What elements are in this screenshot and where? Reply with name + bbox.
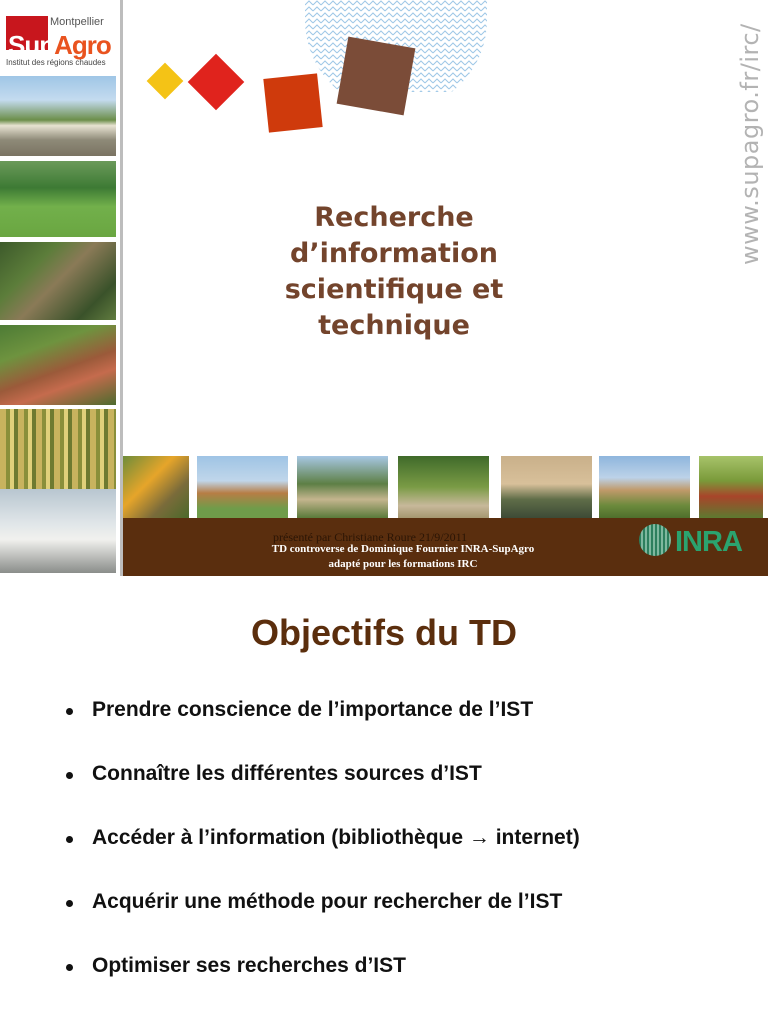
- list-item-text: Optimiser ses recherches d’IST: [92, 954, 406, 977]
- logo-montpellier-label: Montpellier: [50, 16, 104, 28]
- list-item-text: Prendre conscience de l’importance de l’IST: [92, 698, 534, 721]
- list-item: [0, 826, 768, 890]
- field-workers-photo: [0, 325, 116, 405]
- logo-brand: [8, 30, 111, 61]
- bullet-icon: [66, 772, 73, 779]
- td-line: TD controverse de Dominique Fournier INRA-SupAgro: [271, 543, 535, 555]
- slide-title: Recherche d’information scientifique et technique: [284, 202, 504, 341]
- bullet-icon: [66, 836, 73, 843]
- bullet-icon: [66, 900, 73, 907]
- list-item: [0, 890, 768, 954]
- forest-harvest-photo: [0, 242, 116, 320]
- adapted-line: adapté pour les formations IRC: [328, 558, 478, 570]
- red-square: [188, 54, 245, 111]
- list-item: [0, 762, 768, 826]
- list-item-text: Connaître les différentes sources d’IST: [92, 762, 482, 785]
- sheep-photo: [398, 456, 489, 518]
- list-item-text: Accéder à l’information (bibliothèque → internet): [92, 826, 580, 849]
- objectives-heading: Objectifs du TD: [250, 612, 517, 653]
- logo-subtitle: Institut des régions chaudes: [6, 58, 106, 67]
- inra-logo-mark: [639, 524, 671, 556]
- objectives-slide: [0, 576, 768, 1024]
- supagro-logo: [2, 8, 116, 70]
- vineyard-path-photo: [297, 456, 388, 518]
- inra-logo-text: INRA: [675, 526, 742, 558]
- yellow-square: [147, 63, 184, 100]
- list-item-text: Acquérir une méthode pour rechercher de l’IST: [92, 890, 563, 913]
- supagro-url: www.supagro.fr/irc/: [736, 23, 764, 265]
- list-item: [0, 698, 768, 762]
- inra-logo: [639, 524, 744, 560]
- bamboo-photo: [0, 409, 116, 489]
- bullet-icon: [66, 708, 73, 715]
- presenter-line: présenté par Christiane Roure 21/9/2011: [273, 530, 468, 544]
- courtyard-photo: [501, 456, 592, 518]
- sunflower-photo: [123, 456, 189, 518]
- building-photo: [197, 456, 288, 518]
- brown-square: [337, 37, 416, 116]
- left-photo-column: [0, 0, 118, 576]
- rice-field-photo: [0, 161, 116, 237]
- laboratory-photo: [0, 489, 116, 573]
- logo-brand-sup: Sup: [8, 30, 55, 60]
- tractor-photo: [699, 456, 763, 518]
- village-field-photo: [599, 456, 690, 518]
- bullet-icon: [66, 964, 73, 971]
- presenter-banner: [123, 518, 768, 576]
- orange-square: [263, 73, 322, 132]
- list-item: [0, 954, 768, 1018]
- logo-brand-agro: Agro: [54, 30, 111, 60]
- campus-photo: [0, 76, 116, 156]
- objectives-list: [0, 698, 768, 1018]
